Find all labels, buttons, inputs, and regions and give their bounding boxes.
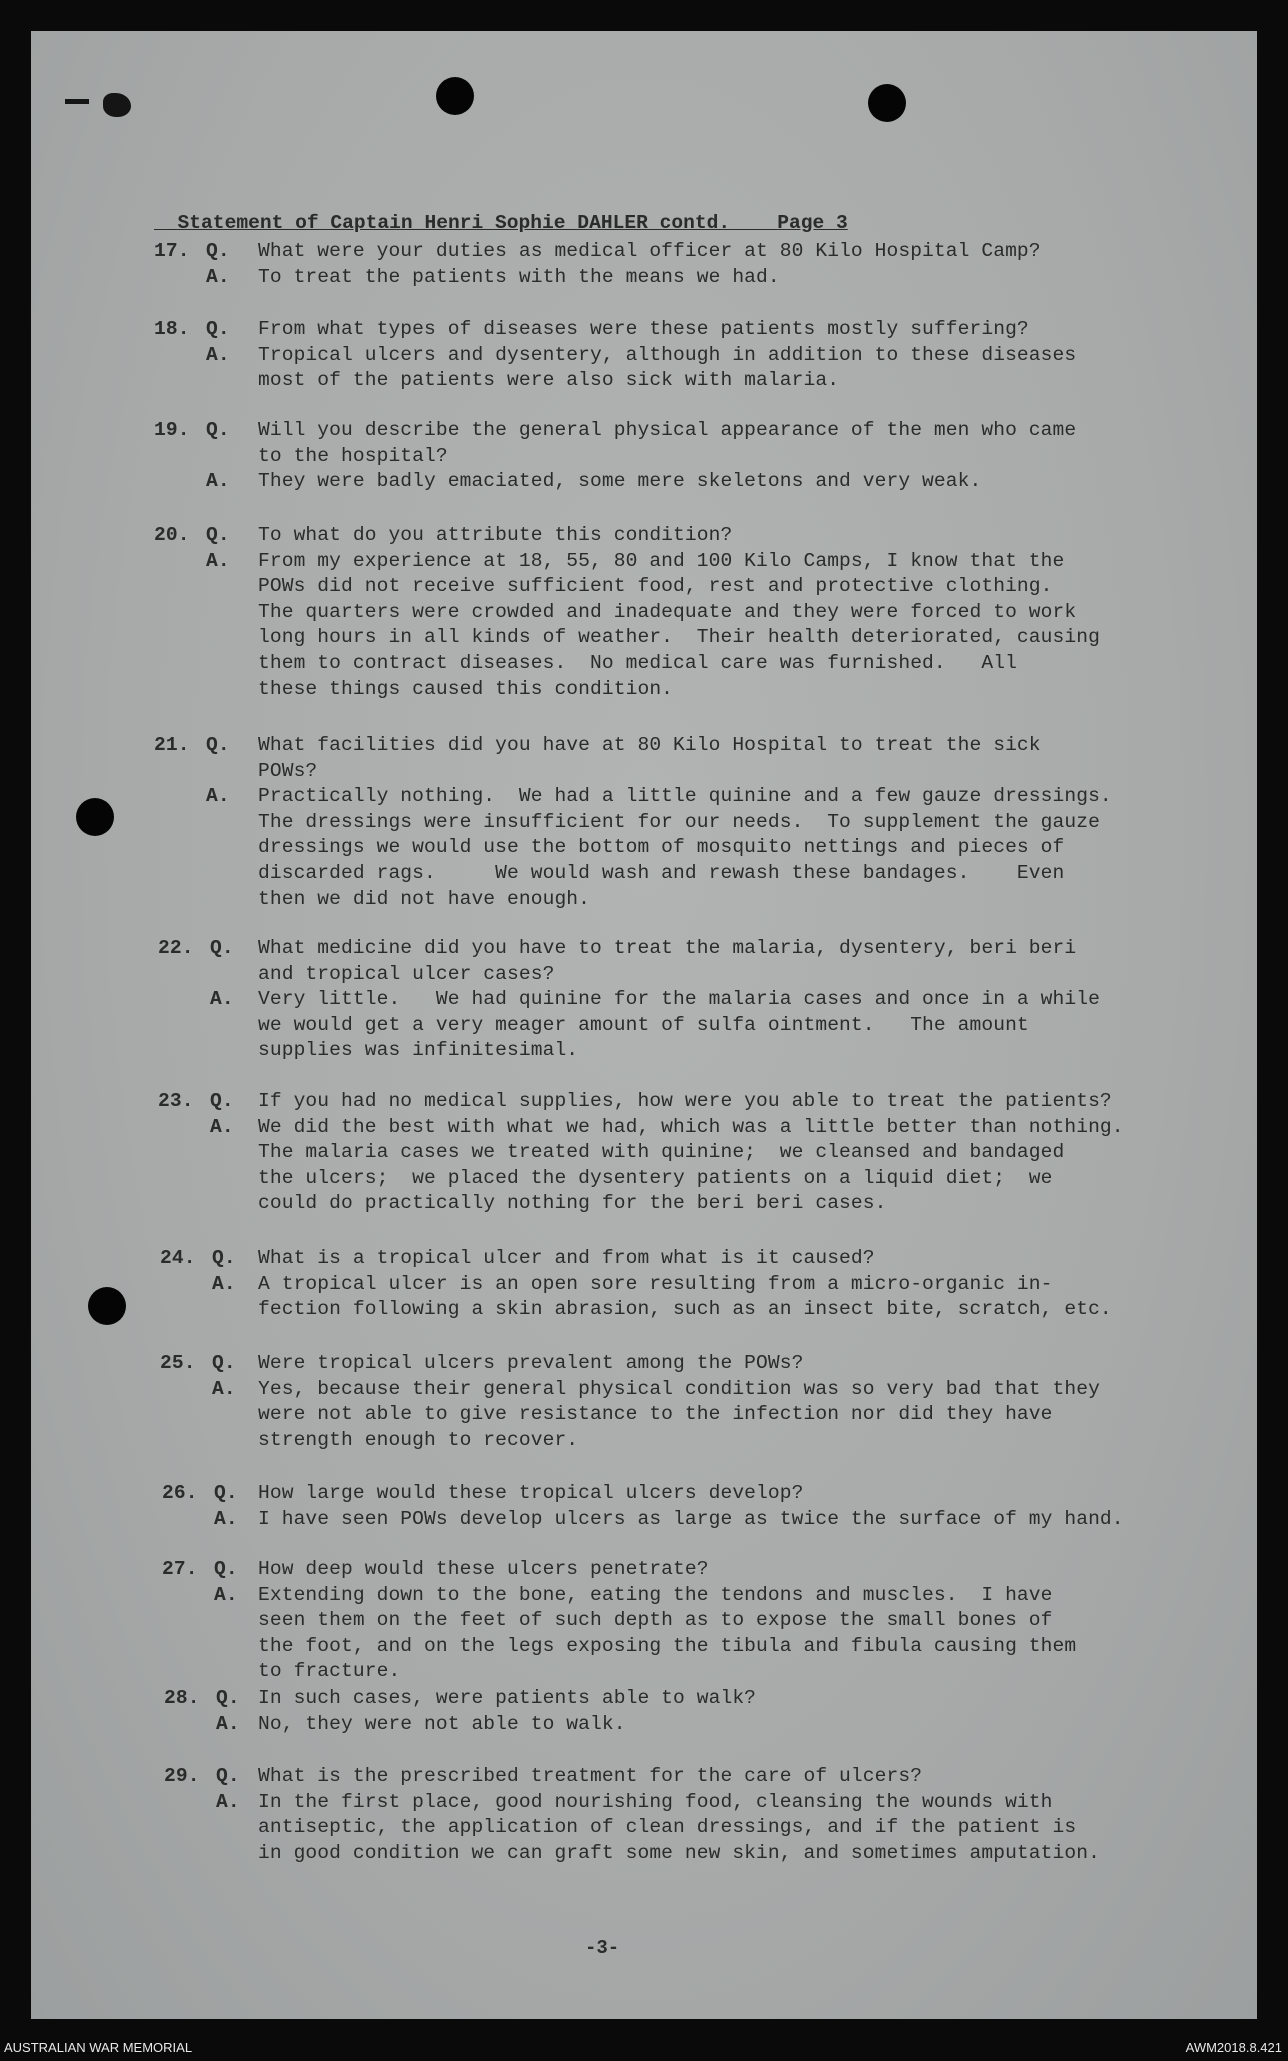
- answer-label: A.: [206, 265, 230, 288]
- question-text: From what types of diseases were these patients mostly suffering?: [258, 318, 1029, 340]
- question-text: Were tropical ulcers prevalent among the POWs?: [258, 1352, 804, 1374]
- punch-hole: [88, 1287, 126, 1325]
- answer-label: A.: [214, 1507, 238, 1530]
- answer-text: No, they were not able to walk.: [258, 1712, 626, 1735]
- answer-text: dressings we would use the bottom of mosquito nettings and pieces of: [258, 836, 1065, 859]
- question-text: POWs?: [258, 759, 318, 782]
- question-number: 23.: [158, 1090, 194, 1112]
- question-label: Q.: [212, 1247, 236, 1269]
- answer-text: were not able to give resistance to the infection nor did they have: [258, 1403, 1053, 1426]
- answer-text: They were badly emaciated, some mere skeletons and very weak.: [258, 470, 982, 493]
- question-number: 27.: [162, 1558, 198, 1580]
- answer-text: The quarters were crowded and inadequate and they were forced to work: [258, 600, 1077, 623]
- answer-text: I have seen POWs develop ulcers as large as twice the surface of my hand.: [258, 1507, 1124, 1530]
- answer-text: To treat the patients with the means we had.: [258, 265, 780, 288]
- question-label: Q.: [216, 1765, 240, 1787]
- torn-corner-mark: [65, 99, 89, 104]
- answer-label: A.: [206, 470, 230, 493]
- question-label: Q.: [210, 1090, 234, 1112]
- question-text: What is the prescribed treatment for the care of ulcers?: [258, 1765, 923, 1787]
- question-number: 25.: [160, 1352, 196, 1374]
- question-number: 24.: [160, 1247, 196, 1269]
- question-number: 22.: [158, 937, 194, 959]
- answer-label: A.: [216, 1712, 240, 1735]
- answer-text: POWs did not receive sufficient food, rest and protective clothing.: [258, 575, 1053, 598]
- question-label: Q.: [206, 524, 230, 546]
- question-label: Q.: [206, 240, 230, 262]
- question-label: Q.: [210, 937, 234, 959]
- answer-text: the ulcers; we placed the dysentery patients on a liquid diet; we: [258, 1166, 1053, 1189]
- answer-text: In the first place, good nourishing food, cleansing the wounds with: [258, 1790, 1053, 1813]
- question-number: 21.: [154, 734, 190, 756]
- answer-text: Yes, because their general physical condition was so very bad that they: [258, 1377, 1100, 1400]
- question-number: 29.: [164, 1765, 200, 1787]
- answer-label: A.: [210, 1115, 234, 1138]
- answer-label: A.: [212, 1272, 236, 1295]
- question-label: Q.: [214, 1482, 238, 1504]
- answer-label: A.: [212, 1377, 236, 1400]
- question-number: 18.: [154, 318, 190, 340]
- question-text: What is a tropical ulcer and from what is it caused?: [258, 1247, 875, 1269]
- answer-text: supplies was infinitesimal.: [258, 1039, 579, 1062]
- question-text: How deep would these ulcers penetrate?: [258, 1558, 709, 1580]
- question-text: Will you describe the general physical appearance of the men who came: [258, 419, 1077, 441]
- answer-text: A tropical ulcer is an open sore resulting from a micro-organic in-: [258, 1272, 1053, 1295]
- page-number: -3-: [585, 1937, 620, 1959]
- answer-text: long hours in all kinds of weather. Their health deteriorated, causing: [258, 626, 1100, 649]
- question-label: Q.: [214, 1558, 238, 1580]
- credit-left: AUSTRALIAN WAR MEMORIAL: [4, 2040, 193, 2055]
- question-text: If you had no medical supplies, how were you able to treat the patients?: [258, 1090, 1112, 1112]
- answer-text: antiseptic, the application of clean dressings, and if the patient is: [258, 1816, 1077, 1839]
- answer-label: A.: [206, 343, 230, 366]
- answer-text: Extending down to the bone, eating the tendons and muscles. I have: [258, 1583, 1053, 1606]
- question-number: 19.: [154, 419, 190, 441]
- answer-label: A.: [210, 988, 234, 1011]
- question-text: In such cases, were patients able to walk?: [258, 1687, 757, 1709]
- answer-text: The malaria cases we treated with quinine; we cleansed and bandaged: [258, 1141, 1065, 1164]
- question-text: What facilities did you have at 80 Kilo Hospital to treat the sick: [258, 734, 1041, 756]
- answer-text: to fracture.: [258, 1660, 401, 1683]
- answer-text: we would get a very meager amount of sulfa ointment. The amount: [258, 1013, 1029, 1036]
- answer-text: The dressings were insufficient for our needs. To supplement the gauze: [258, 810, 1100, 833]
- answer-text: them to contract diseases. No medical care was furnished. All: [258, 652, 1017, 674]
- answer-text: Very little. We had quinine for the malaria cases and once in a while: [258, 988, 1100, 1011]
- question-text: and tropical ulcer cases?: [258, 962, 555, 985]
- answer-text: seen them on the feet of such depth as to expose the small bones of: [258, 1609, 1053, 1632]
- answer-label: A.: [206, 549, 230, 572]
- answer-text: most of the patients were also sick with malaria.: [258, 369, 840, 392]
- question-text: What medicine did you have to treat the malaria, dysentery, beri beri: [258, 937, 1077, 959]
- answer-text: the foot, and on the legs exposing the tibula and fibula causing them: [258, 1634, 1077, 1657]
- question-label: Q.: [212, 1352, 236, 1374]
- question-number: 17.: [154, 240, 190, 262]
- header-page: Page 3: [777, 212, 848, 234]
- answer-text: these things caused this condition.: [258, 677, 674, 700]
- answer-text: We did the best with what we had, which was a little better than nothing.: [258, 1115, 1124, 1138]
- answer-text: From my experience at 18, 55, 80 and 100 Kilo Camps, I know that the: [258, 549, 1065, 572]
- question-label: Q.: [206, 318, 230, 340]
- punch-hole: [76, 798, 114, 836]
- page-header: [154, 190, 848, 234]
- header-title: Statement of Captain Henri Sophie DAHLER contd.: [177, 212, 731, 234]
- answer-text: Practically nothing. We had a little quinine and a few gauze dressings.: [258, 785, 1112, 808]
- question-number: 28.: [164, 1687, 200, 1709]
- credit-right: AWM2018.8.421: [1185, 2040, 1282, 2055]
- answer-text: strength enough to recover.: [258, 1428, 579, 1451]
- answer-label: A.: [214, 1583, 238, 1606]
- answer-text: discarded rags. We would wash and rewash these bandages. Even: [258, 862, 1065, 884]
- question-text: to the hospital?: [258, 444, 448, 467]
- answer-text: could do practically nothing for the beri beri cases.: [258, 1192, 887, 1215]
- question-label: Q.: [206, 734, 230, 756]
- question-label: Q.: [206, 419, 230, 441]
- question-text: How large would these tropical ulcers develop?: [258, 1482, 804, 1504]
- answer-text: in good condition we can graft some new skin, and sometimes amputation.: [258, 1841, 1100, 1864]
- punch-hole: [436, 77, 474, 115]
- answer-text: Tropical ulcers and dysentery, although in addition to these diseases: [258, 343, 1077, 366]
- answer-label: A.: [206, 785, 230, 808]
- punch-hole: [868, 84, 906, 122]
- question-text: What were your duties as medical officer at 80 Kilo Hospital Camp?: [258, 240, 1041, 262]
- question-number: 20.: [154, 524, 190, 546]
- question-text: To what do you attribute this condition?: [258, 524, 733, 546]
- torn-corner-mark: [103, 93, 131, 117]
- answer-label: A.: [216, 1790, 240, 1813]
- answer-text: then we did not have enough.: [258, 887, 591, 910]
- question-number: 26.: [162, 1482, 198, 1504]
- answer-text: fection following a skin abrasion, such as an insect bite, scratch, etc.: [258, 1298, 1112, 1321]
- question-label: Q.: [216, 1687, 240, 1709]
